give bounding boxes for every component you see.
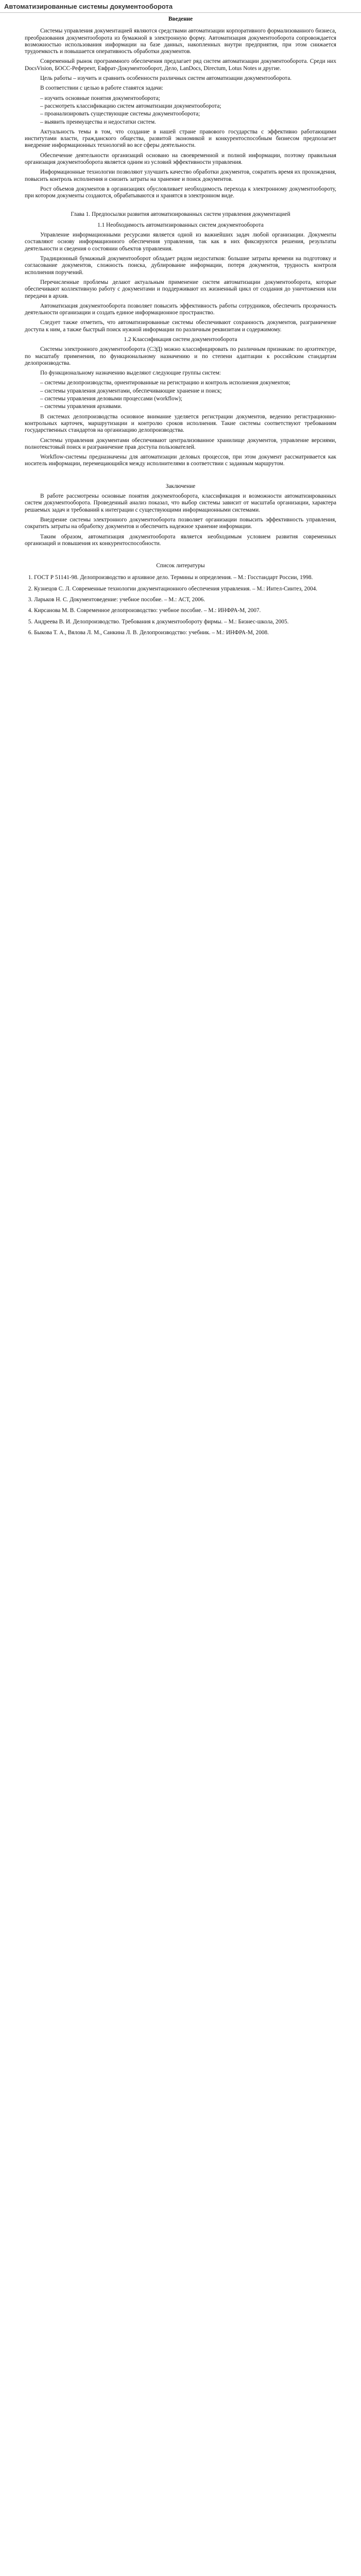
reference-item: 5. Андреева В. И. Делопроизводство. Требования к документообороту фирмы. – М.: Бизнес-школа, 2005. xyxy=(34,619,336,625)
classification-list xyxy=(25,380,336,410)
reference-item: 2. Кузнецов С. Л. Современные технологии документационного обеспечения управления. – М.: Интел-Синтез, 2004. xyxy=(34,586,336,592)
conclusion-heading: Заключение xyxy=(165,483,196,489)
paragraph: Современный рынок программного обеспечения предлагает ряд систем автоматизации документооборота. Среди них DocsVision, БОСС-Референт, Евфрат-Документооборот, Дело, LanDocs, Directum, Lotus Notes и другие. xyxy=(25,58,336,72)
intro-heading: Введение xyxy=(168,16,193,22)
paragraph: Перечисленные проблемы делают актуальным применение систем автоматизации документооборота, которые обеспечивают коллективную работу с документами и поддерживают их жизненный цикл от создания до уничтожения или передачи в архив. xyxy=(25,279,336,299)
section-heading: 1.1 Необходимость автоматизированных систем документооборота xyxy=(97,222,264,228)
list-item: – выявить преимущества и недостатки систем. xyxy=(25,119,336,126)
paragraph: Актуальность темы в том, что создание в нашей стране правового государства с эффективно работающими институтами власти, гражданского общества, развитой экономикой и конкурентоспособным бизнесом предполагает внедрение информационных технологий во все сферы деятельности. xyxy=(25,128,336,149)
paragraph: Таким образом, автоматизация документооборота является необходимым условием развития современных организаций и повышения их конкурентоспособности. xyxy=(25,533,336,547)
paragraph: Системы управления документацией являются средствами автоматизации корпоративного формализованного бизнеса, преобразования документооборота из бумажной в электронную форму. Автоматизация документооборота сопровождается возможностью использования информации на базе данных, накопленных внутри предприятия, при этом снижается трудоемкость и повышается оперативность обработки документов. xyxy=(25,28,336,55)
paragraph: В работе рассмотрены основные понятия документооборота, классификация и возможности автоматизированных систем документооборота. Проведенный анализ показал, что выбор системы зависит от масштаба организации, характера решаемых задач и требований к интеграции с существующими информационными системами. xyxy=(25,493,336,513)
paragraph: Управление информационными ресурсами является одной из важнейших задач любой организации. Документы составляют основу информационного обеспечения управления, так как в них фиксируются решения, результаты деятельности и сведения о состоянии объектов управления. xyxy=(25,232,336,252)
document-title: Автоматизированные системы документооборота xyxy=(0,0,361,13)
section-heading: 1.2 Классификация систем документооборота xyxy=(124,336,237,343)
paragraph: Традиционный бумажный документооборот обладает рядом недостатков: большие затраты времени на подготовку и согласование документов, сложность поиска, дублирование информации, потеря документов, трудность контроля исполнения поручений. xyxy=(25,256,336,276)
reference-item: 3. Ларьков Н. С. Документоведение: учебное пособие. – М.: АСТ, 2006. xyxy=(34,597,336,603)
spacer xyxy=(25,471,336,480)
document-body xyxy=(0,13,361,636)
list-item: – системы управления архивами. xyxy=(25,403,336,410)
chapter-heading: Глава 1. Предпосылки развития автоматизированных систем управления документацией xyxy=(71,211,290,217)
reference-item: 6. Быкова Т. А., Вялова Л. М., Санкина Л. В. Делопроизводство: учебник. – М.: ИНФРА-М, 2008. xyxy=(34,630,336,636)
reference-item: 1. ГОСТ Р 51141-98. Делопроизводство и архивное дело. Термины и определения. – М.: Госстандарт России, 1998. xyxy=(34,574,336,581)
paragraph: По функциональному назначению выделяют следующие группы систем: xyxy=(40,370,221,377)
paragraph: Workflow-системы предназначены для автоматизации деловых процессов, при этом документ рассматривается как носитель информации, перемещающийся между исполнителями в соответствии с заданным маршрутом. xyxy=(25,454,336,467)
paragraph: Системы электронного документооборота (СЭД) можно классифицировать по различным признакам: по архитектуре, по масштабу применения, по функциональному назначению и по степени адаптации к российским стандартам делопроизводства. xyxy=(25,346,336,366)
tasks-list xyxy=(25,95,336,126)
list-item: – системы делопроизводства, ориентированные на регистрацию и контроль исполнения документов; xyxy=(25,380,336,386)
list-item: – системы управления документами, обеспечивающие хранение и поиск; xyxy=(25,388,336,395)
tasks-lead: В соответствии с целью в работе ставятся задачи: xyxy=(40,85,164,92)
paragraph: Цель работы – изучить и сравнить особенности различных систем автоматизации документооборота. xyxy=(40,75,292,82)
paragraph: Автоматизация документооборота позволяет повысить эффективность работы сотрудников, обеспечить прозрачность деятельности организации и создать единое информационное пространство. xyxy=(25,302,336,316)
list-item: – рассмотреть классификацию систем автоматизации документооборота; xyxy=(25,103,336,110)
paragraph: Информационные технологии позволяют улучшить качество обработки документов, сократить время их прохождения, повысить контроль исполнения и снизить затраты на хранение и поиск документов. xyxy=(25,169,336,182)
reference-item: 4. Кирсанова М. В. Современное делопроизводство: учебное пособие. – М.: ИНФРА-М, 2007. xyxy=(34,607,336,614)
paragraph: Обеспечение деятельности организаций основано на своевременной и полной информации, поэтому правильная организация документооборота является одним из условий эффективности управления. xyxy=(25,152,336,166)
paragraph: Системы управления документами обеспечивают централизованное хранилище документов, управление версиями, полнотекстовый поиск и разграничение прав доступа пользователей. xyxy=(25,437,336,450)
paragraph: Рост объемов документов в организациях обусловливает необходимость перехода к электронному документообороту, при котором документы создаются, обрабатываются и хранятся в электронном виде. xyxy=(25,185,336,199)
references-heading: Список литературы xyxy=(156,563,205,569)
paragraph: Внедрение системы электронного документооборота позволяет организации повысить эффективность управления, сократить затраты на обработку документов и обеспечить надежное хранение информации. xyxy=(25,516,336,530)
paragraph: Следует также отметить, что автоматизированные системы обеспечивают сохранность документов, разграничение доступа к ним, а также быстрый поиск нужной информации по различным реквизитам и содержимому. xyxy=(25,319,336,333)
list-item: – проанализировать существующие системы документооборота; xyxy=(25,111,336,117)
list-item: – системы управления деловыми процессами (workflow); xyxy=(25,396,336,402)
references-list xyxy=(25,574,336,636)
paragraph: В системах делопроизводства основное внимание уделяется регистрации документов, ведению регистрационно-контрольных карточек, маршрутизации и контролю сроков исполнения. Такие системы соответствуют требованиям государственных стандартов на организацию делопроизводства. xyxy=(25,413,336,434)
list-item: – изучить основные понятия документооборота; xyxy=(25,95,336,102)
